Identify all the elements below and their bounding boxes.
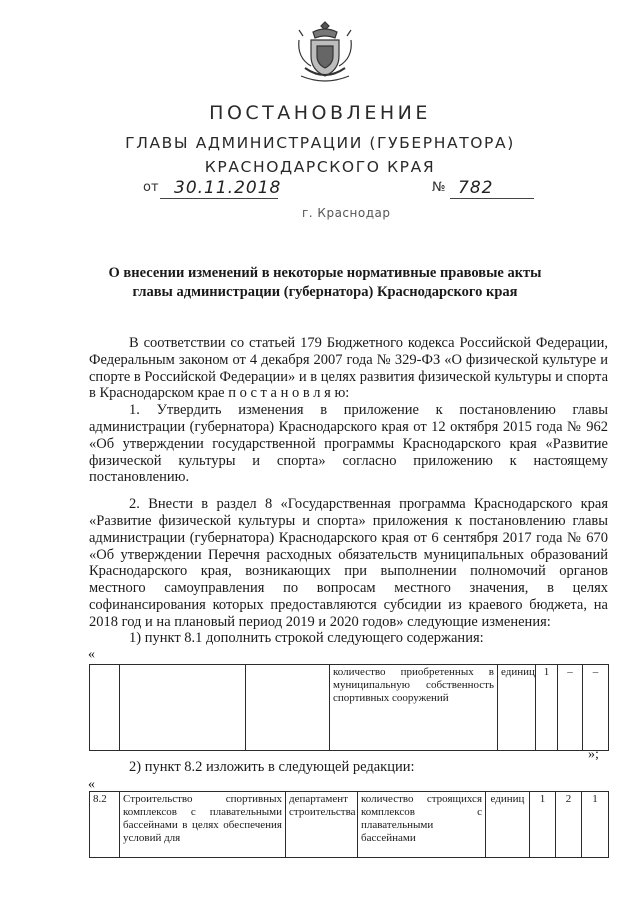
table-cell: Строительство спортивных комплексов с плавательными бассейнами в целях обеспечения условий для [120, 792, 286, 858]
table-cell [90, 665, 120, 751]
table-cell: 8.2 [90, 792, 120, 858]
handwritten-number: 782 [458, 178, 494, 198]
closing-quote: »; [588, 747, 599, 762]
table-cell: 1 [582, 792, 609, 858]
subitem-2: 2) пункт 8.2 изложить в следующей редакции: [129, 759, 415, 775]
document-body [89, 335, 608, 631]
title-line-1: О внесении изменений в некоторые нормативные правовые акты [108, 265, 542, 281]
table-row-8-1 [89, 664, 609, 751]
table-cell: единиц [486, 792, 530, 858]
table-cell: – [583, 665, 609, 751]
table-cell: 1 [530, 792, 556, 858]
opening-quote-1: « [88, 647, 95, 662]
table-row-8-2 [89, 791, 609, 858]
handwritten-date: 30.11.2018 [174, 178, 282, 198]
opening-quote-2: « [88, 777, 95, 792]
clause-1-paragraph: 1. Утвердить изменения в приложение к постановлению главы администрации (губернатора) Краснодарского края от 12 октября 2015 года № 962 «Об утверждении государственной программы Краснодарского края «Развитие физической культуры и спорта» согласно приложению к настоящему постановлению. [89, 402, 608, 486]
preamble-paragraph: В соответствии со статьей 179 Бюджетного кодекса Российской Федерации, Федеральным законом от 4 декабря 2007 года № 329-ФЗ «О физической культуре и спорте в Российской Федерации» и в целях развития физической культуры и спорта в Краснодарском крае п о с т а н о в л я ю: [89, 335, 608, 402]
date-label: от [143, 180, 159, 195]
table-cell: количество приобретенных в муниципальную собственность спортивных сооружений [330, 665, 498, 751]
table-row [90, 792, 609, 858]
subitem-1: 1) пункт 8.1 дополнить строкой следующего содержания: [129, 630, 484, 646]
table-cell [120, 665, 246, 751]
table-cell: 2 [556, 792, 582, 858]
table-row [90, 665, 609, 751]
table-cell [246, 665, 330, 751]
document-type-heading: ПОСТАНОВЛЕНИЕ [209, 102, 431, 124]
table-cell: департамент строительства [286, 792, 358, 858]
coat-of-arms-emblem [295, 18, 355, 84]
table-cell: 1 [536, 665, 558, 751]
title-line-2: главы администрации (губернатора) Краснодарского края [132, 284, 518, 300]
document-title [60, 264, 590, 302]
table-cell: – [558, 665, 583, 751]
city-name: г. Краснодар [302, 206, 391, 220]
table-cell: единиц [498, 665, 536, 751]
clause-2-paragraph: 2. Внести в раздел 8 «Государственная программа Краснодарского края «Развитие физической культуры и спорта» приложения к постановлению главы администрации (губернатора) Краснодарского края от 6 сентября 2017 года № 670 «Об утверждении Перечня расходных обязательств муниципальных образований Краснодарского края, возникающих при выполнении полномочий органов местного самоуправления по вопросам местного значения, в целях софинансирования которых предоставляются субсидии из краевого бюджета, на 2018 год и на плановый период 2019 и 2020 годов» следующие изменения: [89, 496, 608, 630]
issuer-heading: ГЛАВЫ АДМИНИСТРАЦИИ (ГУБЕРНАТОРА) [125, 134, 515, 152]
date-underline [160, 198, 278, 199]
region-heading: КРАСНОДАРСКОГО КРАЯ [204, 158, 436, 176]
number-underline [450, 198, 534, 199]
number-label: № [432, 180, 446, 195]
table-cell: количество строящихся комплексов с плавательными бассейнами [358, 792, 486, 858]
